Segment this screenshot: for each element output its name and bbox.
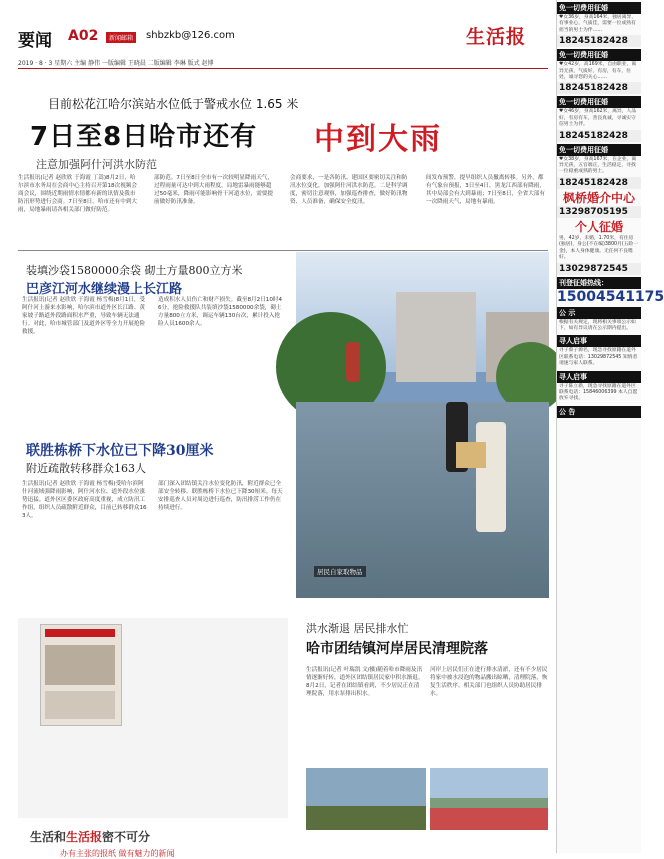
agency-name: 枫桥婚介中心 bbox=[562, 190, 635, 205]
search2-head: 寻人启事 bbox=[557, 371, 641, 383]
promo-tagline: 办有主张的报纸 做有魅力的新闻 bbox=[60, 849, 175, 858]
photo-person bbox=[476, 422, 506, 532]
story-4 bbox=[296, 610, 549, 830]
search1-head: 寻人启事 bbox=[557, 335, 641, 347]
classified-phone: 18245182428 bbox=[557, 130, 641, 142]
classified-head: 免一切费用征婚 bbox=[557, 96, 641, 108]
lead-kicker: 目前松花江哈尔滨站水位低于警戒水位 1.65 米 bbox=[48, 97, 299, 111]
divider bbox=[18, 250, 548, 251]
classifieds-column bbox=[556, 0, 664, 853]
lead-col-2: 部防范。7日至8日全市有一次较明显降雨天气，过程雨量可达中到大雨程度，局地雷暴雨能够超过50毫米，降雨可能影响骨干河道水位，需要提前做好防汛准备。 bbox=[154, 175, 273, 206]
classified-body: ♥女38岁，身高167米，在企业，离异无孩，五官端正，生活稳定，寻找一位稳重成熟的男士。 bbox=[559, 156, 637, 175]
email-chip: 新闻邮箱 bbox=[106, 32, 136, 43]
ad-hotline-head: 刊登征婚热线： bbox=[557, 277, 641, 289]
agency-phone: 13298705195 bbox=[557, 206, 641, 218]
classified-head: 免一切费用征婚 bbox=[557, 49, 641, 61]
lead-columns bbox=[18, 174, 548, 246]
story2-col-2: 造成积水人员伤亡和财产损失。截至8月2日10时46分，抢险救援队共装填沙袋1580000余袋，砌土方量800立方米，调运车辆130台次，累计投入抢险人员1600余人。 bbox=[158, 297, 283, 328]
notice2-head: 公 告 bbox=[557, 406, 641, 418]
story-3 bbox=[18, 434, 288, 612]
thumbnail-page bbox=[40, 624, 122, 726]
news-email[interactable]: shbzkb@126.com bbox=[146, 30, 235, 41]
header-meta: 2019 · 8 · 3 星期六 主编 静伟 一版编辑 王晓晨 二版编辑 李琳 版式 赵博 bbox=[18, 60, 214, 67]
cleanup-photo-2 bbox=[430, 768, 548, 830]
search1-body: 寻子蔡子源名，现急寻找原籍在道外区联系电话：13029872545 知情者请速与家人联系。 bbox=[559, 348, 638, 367]
lead-story bbox=[18, 78, 548, 248]
story2-kicker: 装填沙袋1580000余袋 砌土方量800立方米 bbox=[26, 264, 243, 277]
story4-col-2: 河岸上居民们正在进行排水清淤，还有不少居民将家中被水浸泡的物品搬出晾晒，清理院落，恢复生活秩序。相关部门也组织人员协助居民排水。 bbox=[430, 667, 548, 698]
story4-headline: 哈市团结镇河岸居民清理院落 bbox=[306, 641, 488, 657]
story4-col-1: 生活报讯(记者 叶瑞凯 文/摄)随着哈市降雨及汛情逐渐好转，道外区团结镇居民家中积水渐退。8月2日，记者在团结镇看到，不少居民正在清理院落，用水泵排出积水。 bbox=[306, 667, 424, 698]
story3-col-1: 生活报讯(记者 赵欣欣 于海霞 杨雪梅)受哈尔滨阿什河流域强降雨影响，阿什河水位、道外段水位涨势迅猛。道外区区委区政府高度重视，成立防汛工作组，组织人员疏散附近群众，目前已转移群众163人。 bbox=[22, 481, 147, 520]
cleanup-photo-1 bbox=[306, 768, 426, 830]
classified-phone: 18245182428 bbox=[557, 82, 641, 94]
personal-ad-phone: 13029872545 bbox=[557, 263, 641, 275]
lead-col-4: 间发布预警，提早组织人员撤离转移。另外，都有气象台预报，3日至4日，黑龙江西部有降雨，其中局部会有大到暴雨；7日至8日，全省大部有一次降雨天气，局地有暴雨。 bbox=[426, 175, 545, 206]
personal-ad-body: 男，42岁，未婚，1.70米，有住房(独居)，身公(不在编)3800月(五险一金)，本人身体健康。无任何不良嗜好。 bbox=[559, 235, 639, 261]
lead-headline-black: 7日至8日哈市还有 bbox=[30, 122, 258, 152]
story2-headline: 巴彦江河水继续漫上长江路 bbox=[26, 282, 183, 297]
lead-col-3: 会商要求，一是各防汛、建国区要密切关注和防汛水位变化，加强阿什河洪水防范。二是科学调度，密切注意观察，加强巡查排查，做好防汛物资、人员准备，确保安全度汛。 bbox=[290, 175, 408, 206]
story3-col-2: 部门深入团结镇关注水位变化防汛，附近群众已全部安全转移。联胜栋桥下水位已下降30厘米。每天安排巡查人员对周边进行巡查，防汛排涝工作仍在持续进行。 bbox=[158, 481, 283, 512]
story-2 bbox=[18, 252, 288, 428]
lead-col-1: 生活报讯(记者 赵欣欣 于海霞 丁嵩)8月2日，哈尔滨市水务局在会商中心主持召开第18次视频会商会议，围绕近期雨情水情都有新的讯情及我市防汛形势进行会商。7日至8日，哈市还有中到大雨，局地暴雨请各相关部门做好防范。 bbox=[18, 175, 137, 214]
promo-logo: 生活报 bbox=[66, 830, 103, 844]
promo-slogan bbox=[30, 828, 150, 845]
story4-kicker: 洪水渐退 居民排水忙 bbox=[306, 622, 409, 635]
lead-headline-red: 中到大雨 bbox=[314, 122, 442, 157]
page-header bbox=[18, 22, 548, 67]
newspaper-logo: 生活报 bbox=[466, 26, 527, 48]
photo-carton bbox=[456, 442, 486, 468]
story3-subhead: 附近疏散转移群众163人 bbox=[26, 462, 146, 475]
notice-body: 根据有关规定，现将相关事项公示如下，如有异议请在公示期内提出。 bbox=[559, 319, 636, 331]
photo-person bbox=[346, 342, 360, 382]
header-rule bbox=[18, 68, 548, 69]
page-code: A02 bbox=[68, 28, 99, 44]
photo-building bbox=[396, 292, 476, 382]
section-title: 要闻 bbox=[18, 31, 52, 51]
story3-headline: 联胜栋桥下水位已下降30厘米 bbox=[26, 443, 214, 459]
personal-ad-head: 个人征婚 bbox=[574, 219, 623, 234]
classified-head: 免一切费用征婚 bbox=[557, 144, 641, 156]
notice-head: 公 示 bbox=[557, 307, 641, 319]
newspaper-thumbnail bbox=[18, 618, 288, 818]
classified-phone: 18245182428 bbox=[557, 35, 641, 47]
story2-col-1: 生活报讯(记者 赵欣欣 于海霞 杨雪梅)8月1日，受阿什河上游来水影响，哈尔滨市道外区长江路、黄家坡子路道外段路面积水严重，导致车辆无法通行。对此，哈市城管部门及道外区等全力开展抢险救援。 bbox=[22, 297, 146, 336]
ad-hotline-phone: 15004541175 bbox=[557, 288, 664, 305]
classified-body: ♥女42岁，高169米，自由职业，离异无孩，气质好，有房，有车，住处，诚寻您的关心…… bbox=[559, 62, 637, 81]
classified-head: 免一切费用征婚 bbox=[557, 2, 641, 14]
classified-body: ♥女46岁，身高162米，离异，人品好，有房有车，善良真诚，寻诚实守信男士为伴。 bbox=[559, 109, 637, 128]
lead-subhead: 注意加强阿什河洪水防范 bbox=[36, 158, 157, 171]
flood-photo bbox=[296, 252, 549, 598]
classified-body: ♥女36岁，身高164米，独居离异，有事业心，气质佳，需要一位成熟有担当的男士为伴…… bbox=[559, 15, 637, 33]
photo-caption: 居民自家取物品 bbox=[314, 566, 366, 577]
classified-phone: 18245182428 bbox=[557, 177, 641, 189]
promo-text-b: 密不可分 bbox=[102, 830, 151, 844]
search2-body: 寻子陈立新，现急寻找原籍在道外区联系电话：15846006399 本人自愿放弃寻找。 bbox=[559, 383, 638, 402]
promo-text-a: 生活和 bbox=[30, 830, 67, 844]
